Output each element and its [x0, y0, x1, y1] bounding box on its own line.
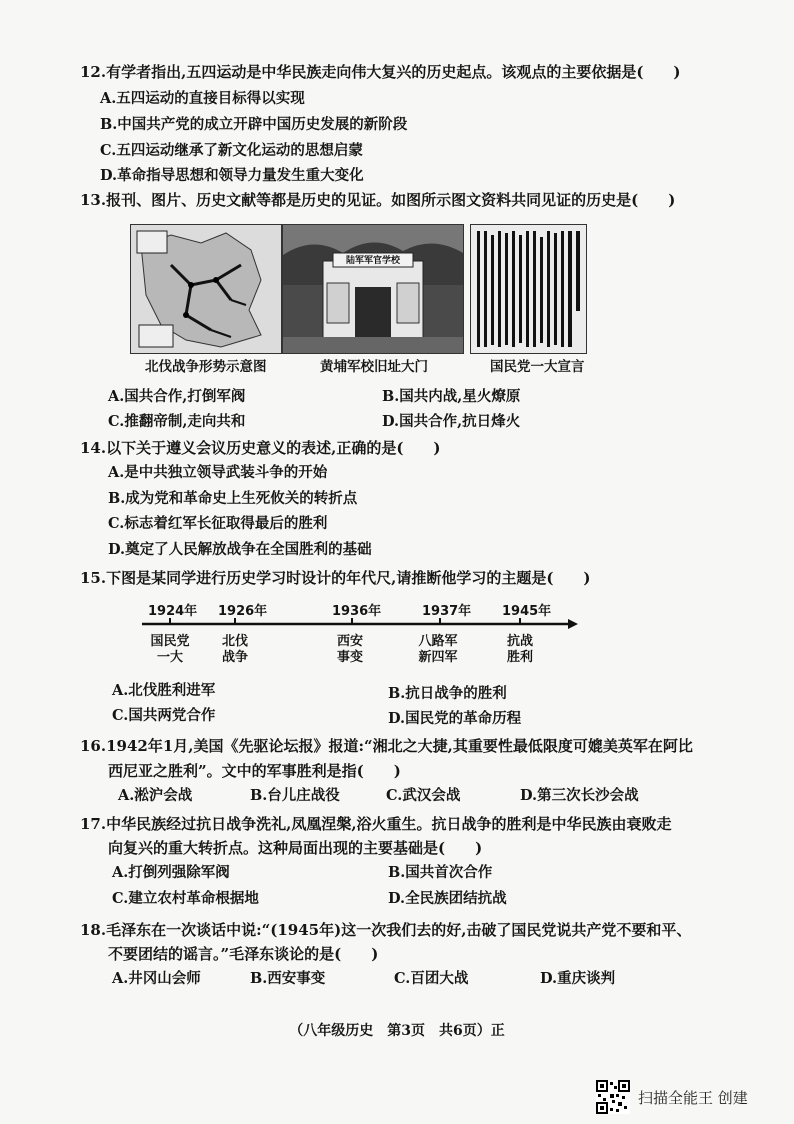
q13-stem: 13.报刊、图片、历史文献等都是历史的见证。如图所示图文资料共同见证的历史是( ): [80, 191, 676, 209]
q12-option-d: D.革命指导思想和领导力量发生重大变化: [100, 167, 364, 184]
q18-stem-line1: 18.毛泽东在一次谈话中说:“(1945年)这一次我们去的好,击破了国民党说共产党不要和平、: [80, 921, 692, 939]
timeline-year-1937: 1937年: [422, 604, 472, 619]
document-caption: 国民党一大宣言: [490, 359, 585, 375]
q16-option-b: B.台儿庄战役: [250, 787, 340, 804]
gate-sign-text: 陆军军官学校: [345, 256, 400, 266]
whampoa-gate-photo: [282, 224, 464, 354]
q16-option-c: C.武汉会战: [386, 787, 461, 804]
q17-option-a: A.打倒列强除军阀: [112, 864, 230, 881]
timeline-year-1926: 1926年: [218, 604, 268, 619]
q18-option-d: D.重庆谈判: [540, 970, 616, 987]
q13-option-b: B.国共内战,星火燎原: [382, 388, 521, 405]
timeline-year-1936: 1936年: [332, 604, 382, 619]
page-footer: （八年级历史 第3页 共6页）正: [289, 1023, 505, 1039]
q15-stem: 15.下图是某同学进行历史学习时设计的年代尺,请推断他学习的主题是( ): [80, 569, 591, 587]
q13-option-a: A.国共合作,打倒军阀: [108, 388, 246, 405]
map-icon: [131, 225, 281, 353]
q12-stem: 12.有学者指出,五四运动是中华民族走向伟大复兴的历史起点。该观点的主要依据是( ): [80, 63, 681, 81]
q18-stem-line2: 不要团结的谣言。”毛泽东谈论的是( ): [108, 945, 379, 963]
q18-option-a: A.井冈山会师: [112, 970, 201, 987]
q17-option-d: D.全民族团结抗战: [388, 890, 507, 907]
timeline-event-1945-line2: 胜利: [506, 650, 533, 665]
timeline-event-1937: [408, 634, 468, 666]
q12-option-a: A.五四运动的直接目标得以实现: [100, 90, 305, 107]
q14-option-a: A.是中共独立领导武装斗争的开始: [108, 464, 328, 481]
q15-option-b: B.抗日战争的胜利: [388, 685, 507, 702]
q12-option-c: C.五四运动继承了新文化运动的思想启蒙: [100, 142, 363, 159]
timeline-event-1924-line1: 国民党: [150, 634, 190, 649]
timeline-year-1945: 1945年: [502, 604, 552, 619]
map-caption: 北伐战争形势示意图: [145, 359, 267, 375]
q15-option-d: D.国民党的革命历程: [388, 710, 522, 727]
timeline-event-1926-line1: 北伐: [221, 634, 248, 649]
q16-option-d: D.第三次长沙会战: [520, 787, 639, 804]
timeline-event-1936-line2: 事变: [336, 650, 363, 665]
q15-option-c: C.国共两党合作: [112, 707, 216, 724]
q15-option-a: A.北伐胜利进军: [112, 682, 216, 699]
scanner-watermark: [596, 1080, 748, 1114]
q14-option-d: D.奠定了人民解放战争在全国胜利的基础: [108, 541, 372, 558]
q17-stem-line2: 向复兴的重大转折点。这种局面出现的主要基础是( ): [108, 839, 483, 857]
timeline-event-1924: [140, 634, 200, 666]
q13-option-d: D.国共合作,抗日烽火: [382, 413, 521, 430]
timeline-event-1924-line2: 一大: [156, 650, 183, 665]
q14-option-b: B.成为党和革命史上生死攸关的转折点: [108, 490, 358, 507]
timeline-event-1926-line2: 战争: [221, 650, 248, 665]
q17-option-b: B.国共首次合作: [388, 864, 493, 881]
timeline-event-1937-line1: 八路军: [418, 634, 458, 649]
q14-stem: 14.以下关于遵义会议历史意义的表述,正确的是( ): [80, 439, 441, 457]
q16-stem-line1: 16.1942年1月,美国《先驱论坛报》报道:“湘北之大捷,其重要性最低限度可媲美英军在阿比: [80, 737, 693, 755]
gate-photo-icon: [283, 225, 463, 353]
gate-caption: 黄埔军校旧址大门: [320, 359, 428, 375]
timeline-event-1936: [320, 634, 380, 666]
q16-stem-line2: 西尼亚之胜利”。文中的军事胜利是指( ): [108, 762, 401, 780]
timeline-event-1937-line2: 新四军: [418, 650, 458, 665]
timeline-event-1936-line1: 西安: [336, 634, 363, 649]
timeline-event-1945: [490, 634, 550, 666]
q17-option-c: C.建立农村革命根据地: [112, 890, 259, 907]
timeline-year-1924: 1924年: [148, 604, 198, 619]
q13-option-c: C.推翻帝制,走向共和: [108, 413, 246, 430]
northern-expedition-map: [130, 224, 282, 354]
q12-option-b: B.中国共产党的成立开辟中国历史发展的新阶段: [100, 116, 408, 133]
qr-code-icon: [596, 1080, 630, 1114]
q14-option-c: C.标志着红军长征取得最后的胜利: [108, 515, 328, 532]
timeline-event-1926: [205, 634, 265, 666]
scanner-watermark-text: 扫描全能王 创建: [638, 1088, 748, 1107]
timeline-axis: [140, 616, 580, 632]
document-icon: [471, 225, 586, 353]
q16-option-a: A.淞沪会战: [118, 787, 193, 804]
kmt-manifesto-document: [470, 224, 587, 354]
q17-stem-line1: 17.中华民族经过抗日战争洗礼,凤凰涅槃,浴火重生。抗日战争的胜利是中华民族由衰败走: [80, 815, 672, 833]
q18-option-c: C.百团大战: [394, 970, 469, 987]
timeline-event-1945-line1: 抗战: [506, 634, 533, 649]
q18-option-b: B.西安事变: [250, 970, 326, 987]
